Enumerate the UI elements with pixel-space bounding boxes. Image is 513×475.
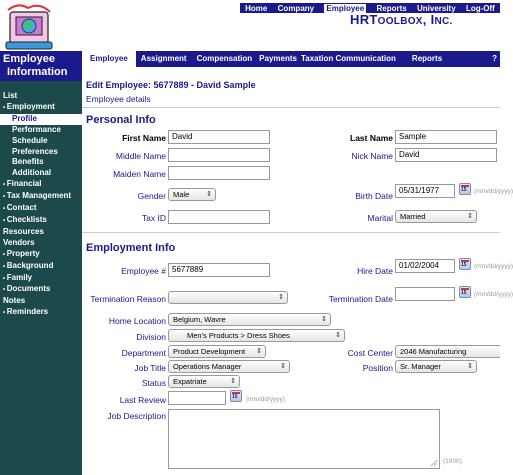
sidebar-item-resources[interactable]: Resources	[3, 226, 44, 236]
bullet-icon: •	[3, 182, 7, 189]
last-name-label: Last Name	[350, 133, 393, 143]
bullet-icon: •	[3, 251, 7, 258]
position-label: Position	[362, 363, 393, 373]
sidebar-item-checklists[interactable]: • Checklists	[3, 214, 47, 224]
sidebar-item-reminders[interactable]: • Reminders	[3, 307, 49, 317]
sidebar-item-benefits[interactable]: Benefits	[12, 157, 44, 167]
maiden-name-label: Maiden Name	[113, 169, 166, 179]
bullet-icon: •	[3, 275, 7, 282]
char-count: (1000)	[443, 458, 462, 465]
brand-name: HRTOOLBOX, INC.	[350, 12, 453, 27]
termination-reason-select[interactable]	[168, 291, 288, 304]
department-label: Department	[121, 348, 166, 358]
sidebar-item-schedule[interactable]: Schedule	[12, 135, 48, 145]
maiden-name-field[interactable]	[168, 166, 270, 180]
middle-name-field[interactable]	[168, 148, 270, 162]
department-select[interactable]: Product Development ⇕	[168, 345, 266, 358]
division-select[interactable]: Men's Products > Dress Shoes ⇕	[168, 329, 345, 342]
topnav-university-link[interactable]: University	[416, 3, 456, 13]
app-header	[0, 0, 500, 51]
sidebar-item-vendors[interactable]: Vendors	[3, 237, 35, 247]
date-format-hint: (mm/dd/yyyy)	[474, 188, 513, 195]
calendar-icon[interactable]: 15	[459, 286, 471, 298]
section-title: Employee Information	[0, 51, 82, 81]
sidebar-item-list[interactable]: List	[3, 91, 18, 100]
termination-date-field[interactable]	[395, 287, 455, 301]
first-name-label: First Name	[122, 133, 166, 143]
birth-date-field[interactable]: 05/31/1977	[395, 184, 455, 198]
bullet-icon: •	[3, 263, 7, 270]
hire-date-field[interactable]: 01/02/2004	[395, 259, 455, 273]
status-label: Status	[141, 378, 166, 388]
resize-handle-icon[interactable]	[430, 459, 437, 466]
hire-date-label: Hire Date	[357, 266, 393, 276]
bullet-icon: •	[3, 206, 7, 213]
sidebar-item-documents[interactable]: • Documents	[3, 284, 51, 294]
topnav-reports-link[interactable]: Reports	[376, 3, 407, 13]
chevron-updown-icon: ⇕	[321, 316, 327, 323]
gender-label: Gender	[137, 191, 166, 201]
sidebar-item-background[interactable]: • Background	[3, 260, 54, 270]
marital-label: Marital	[367, 213, 393, 223]
chevron-updown-icon: ⇕	[230, 378, 236, 385]
personal-info-heading: Personal Info	[86, 114, 156, 126]
sidebar	[0, 81, 82, 475]
hrtoolbox-logo-icon	[2, 2, 57, 52]
tab-reports[interactable]: Reports	[411, 54, 443, 63]
birth-date-label: Birth Date	[355, 191, 393, 201]
position-select[interactable]: Sr. Manager ⇕	[395, 360, 477, 373]
bullet-icon: •	[3, 104, 7, 111]
chevron-updown-icon: ⇕	[206, 191, 212, 198]
date-format-hint: (mm/dd/yyyy)	[474, 291, 513, 298]
bullet-icon: •	[3, 287, 7, 294]
bullet-icon: •	[3, 194, 7, 201]
last-review-label: Last Review	[119, 395, 166, 405]
tabs	[82, 51, 442, 67]
sidebar-item-profile[interactable]: Profile	[0, 114, 82, 125]
status-select[interactable]: Expatriate ⇕	[168, 375, 240, 388]
job-title-label: Job Title	[134, 363, 166, 373]
termination-reason-label: Termination Reason	[90, 294, 166, 304]
page-title: Edit Employee: 5677889 - David Sample	[86, 80, 256, 90]
cost-center-label: Cost Center	[347, 348, 393, 358]
home-location-label: Home Location	[108, 316, 166, 326]
main-content	[82, 67, 513, 475]
sidebar-item-employment[interactable]: • Employment	[3, 101, 55, 111]
first-name-field[interactable]: David	[168, 130, 270, 144]
last-review-field[interactable]	[168, 391, 226, 405]
calendar-icon[interactable]: 15	[459, 258, 471, 270]
job-description-textarea[interactable]	[168, 409, 440, 469]
division-label: Division	[136, 332, 166, 342]
help-link[interactable]: ?	[492, 54, 497, 63]
middle-name-label: Middle Name	[115, 151, 166, 161]
calendar-icon[interactable]: 15	[459, 183, 471, 195]
divider	[82, 107, 500, 108]
last-name-field[interactable]: Sample	[395, 130, 497, 144]
chevron-updown-icon: ⇕	[467, 213, 473, 220]
date-format-hint: (mm/dd/yyyy)	[474, 263, 513, 270]
sidebar-item-financial[interactable]: • Financial	[3, 179, 42, 189]
sidebar-item-preferences[interactable]: Preferences	[12, 146, 58, 156]
employee-number-field[interactable]: 5677889	[168, 263, 270, 277]
date-format-hint: (mm/dd/yyyy)	[246, 396, 285, 403]
divider	[82, 232, 500, 233]
calendar-icon[interactable]: 15	[230, 390, 242, 402]
sidebar-item-property[interactable]: • Property	[3, 248, 40, 258]
chevron-updown-icon: ⇕	[278, 294, 284, 301]
chevron-updown-icon: ⇕	[280, 363, 286, 370]
sidebar-item-tax-management[interactable]: • Tax Management	[3, 191, 72, 201]
bullet-icon: •	[3, 217, 7, 224]
termination-date-label: Termination Date	[328, 294, 393, 304]
employment-info-heading: Employment Info	[86, 242, 176, 254]
job-description-label: Job Description	[107, 411, 166, 421]
sidebar-item-contact[interactable]: • Contact	[3, 203, 37, 213]
topnav-home-link[interactable]: Home	[245, 3, 268, 13]
tax-id-label: Tax ID	[141, 213, 166, 223]
employee-number-label: Employee #	[121, 266, 166, 276]
marital-select[interactable]: Married ⇕	[395, 210, 477, 223]
tab-compensation[interactable]: Compensation	[196, 54, 253, 63]
sidebar-item-notes[interactable]: Notes	[3, 296, 26, 306]
bullet-icon: •	[3, 310, 7, 317]
job-title-select[interactable]: Operations Manager ⇕	[168, 360, 290, 373]
tab-assignment[interactable]: Assignment	[140, 54, 187, 63]
chevron-updown-icon: ⇕	[256, 348, 262, 355]
topnav-employee-link[interactable]: Employee	[326, 3, 365, 13]
topnav-logoff-link[interactable]: Log-Off	[465, 3, 495, 13]
tab-employee[interactable]: Employee	[82, 51, 136, 67]
nick-name-field[interactable]: David	[395, 148, 497, 162]
gender-select[interactable]: Male ⇕	[168, 188, 216, 201]
tax-id-field[interactable]	[168, 210, 270, 224]
tab-payments[interactable]: Payments	[259, 54, 297, 63]
sidebar-item-additional[interactable]: Additional	[12, 168, 52, 178]
topnav-company-link[interactable]: Company	[277, 3, 315, 13]
chevron-updown-icon: ⇕	[467, 363, 473, 370]
nick-name-label: Nick Name	[351, 151, 393, 161]
home-location-select[interactable]: Belgium, Wavre ⇕	[168, 313, 331, 326]
tab-taxation-communication[interactable]: Taxation Communication	[300, 54, 396, 63]
chevron-updown-icon: ⇕	[335, 332, 341, 339]
sidebar-item-family[interactable]: • Family	[3, 272, 33, 282]
page-subtitle: Employee details	[86, 94, 151, 104]
cost-center-select[interactable]: 2046 Manufacturing	[395, 345, 500, 358]
sidebar-item-performance[interactable]: Performance	[12, 124, 61, 134]
